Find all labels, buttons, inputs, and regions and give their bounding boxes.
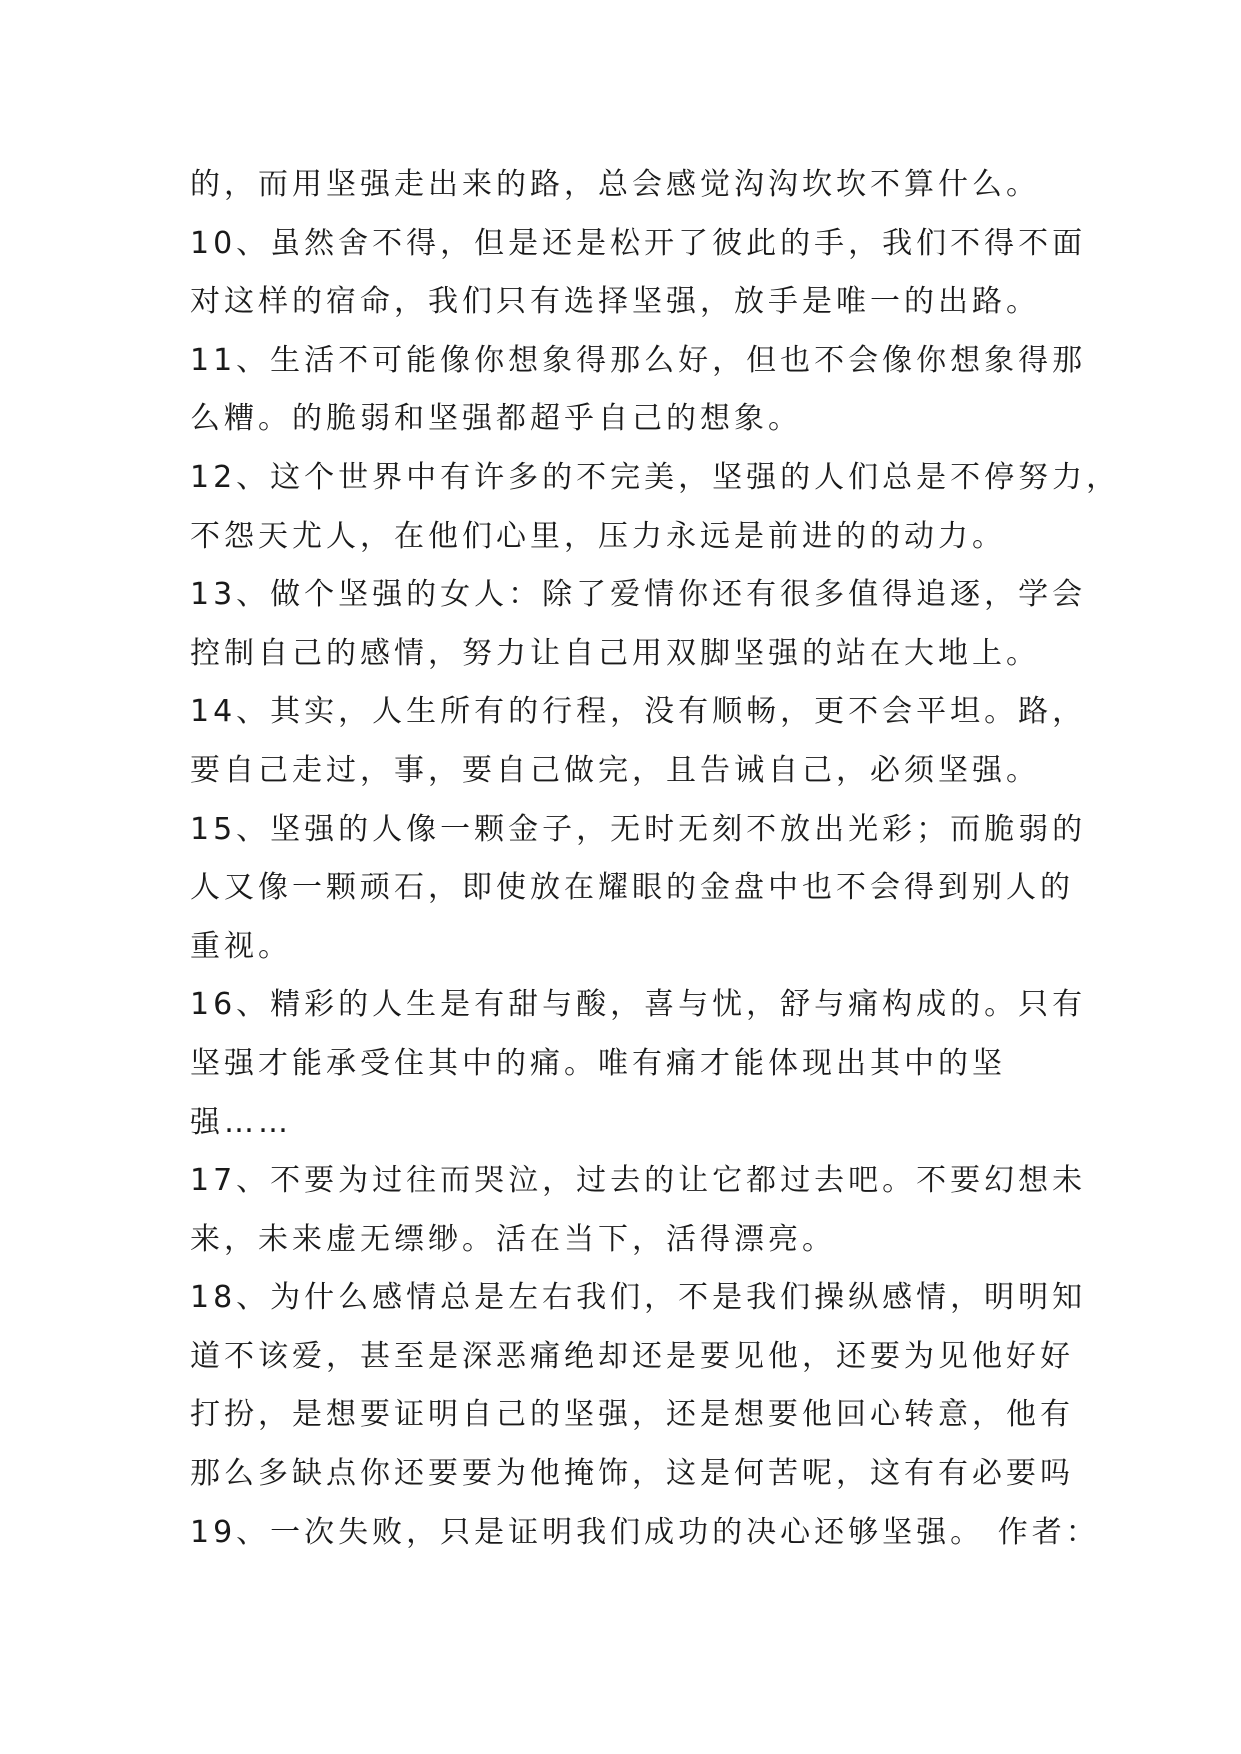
text-line: 道不该爱，甚至是深恶痛绝却还是要见他，还要为见他好好 xyxy=(190,1338,1074,1374)
text-line: 打扮，是想要证明自己的坚强，还是想要他回心转意，他有 xyxy=(190,1397,1074,1433)
text-line: 么糟。的脆弱和坚强都超乎自己的想象。 xyxy=(190,401,802,437)
text-line: 控制自己的感情，努力让自己用双脚坚强的站在大地上。 xyxy=(190,635,1040,671)
text-line: 人又像一颗顽石，即使放在耀眼的金盘中也不会得到别人的 xyxy=(190,870,1074,906)
text-line: 19、一次失败，只是证明我们成功的决心还够坚强。 作者： xyxy=(190,1514,1100,1550)
text-line: 不怨天尤人，在他们心里，压力永远是前进的的动力。 xyxy=(190,518,1006,554)
text-line: 12、这个世界中有许多的不完美，坚强的人们总是不停努力， xyxy=(190,459,1121,495)
text-line: 13、做个坚强的女人：除了爱情你还有很多值得追逐，学会 xyxy=(190,577,1087,613)
text-line: 那么多缺点你还要要为他掩饰，这是何苦呢，这有有必要吗 xyxy=(190,1456,1074,1492)
text-line: 来，未来虚无缥缈。活在当下，活得漂亮。 xyxy=(190,1221,836,1257)
body-text xyxy=(190,156,1121,1562)
text-line: 重视。 xyxy=(190,928,292,964)
text-line: 坚强才能承受住其中的痛。唯有痛才能体现出其中的坚 xyxy=(190,1045,1006,1081)
text-line: 对这样的宿命，我们只有选择坚强，放手是唯一的出路。 xyxy=(190,284,1040,320)
text-line: 16、精彩的人生是有甜与酸，喜与忧，舒与痛构成的。只有 xyxy=(190,987,1087,1023)
text-line: 11、生活不可能像你想象得那么好，但也不会像你想象得那 xyxy=(190,342,1087,378)
text-line: 要自己走过，事，要自己做完，且告诫自己，必须坚强。 xyxy=(190,752,1040,788)
text-line: 14、其实，人生所有的行程，没有顺畅，更不会平坦。路， xyxy=(190,694,1087,730)
text-line: 17、不要为过往而哭泣，过去的让它都过去吧。不要幻想未 xyxy=(190,1163,1087,1199)
text-line: 18、为什么感情总是左右我们，不是我们操纵感情，明明知 xyxy=(190,1280,1087,1316)
text-line: 15、坚强的人像一颗金子，无时无刻不放出光彩；而脆弱的 xyxy=(190,811,1087,847)
text-line: 的，而用坚强走出来的路，总会感觉沟沟坎坎不算什么。 xyxy=(190,167,1040,202)
text-line: 10、虽然舍不得，但是还是松开了彼此的手，我们不得不面 xyxy=(190,225,1087,261)
text-line: 强…… xyxy=(190,1104,292,1140)
